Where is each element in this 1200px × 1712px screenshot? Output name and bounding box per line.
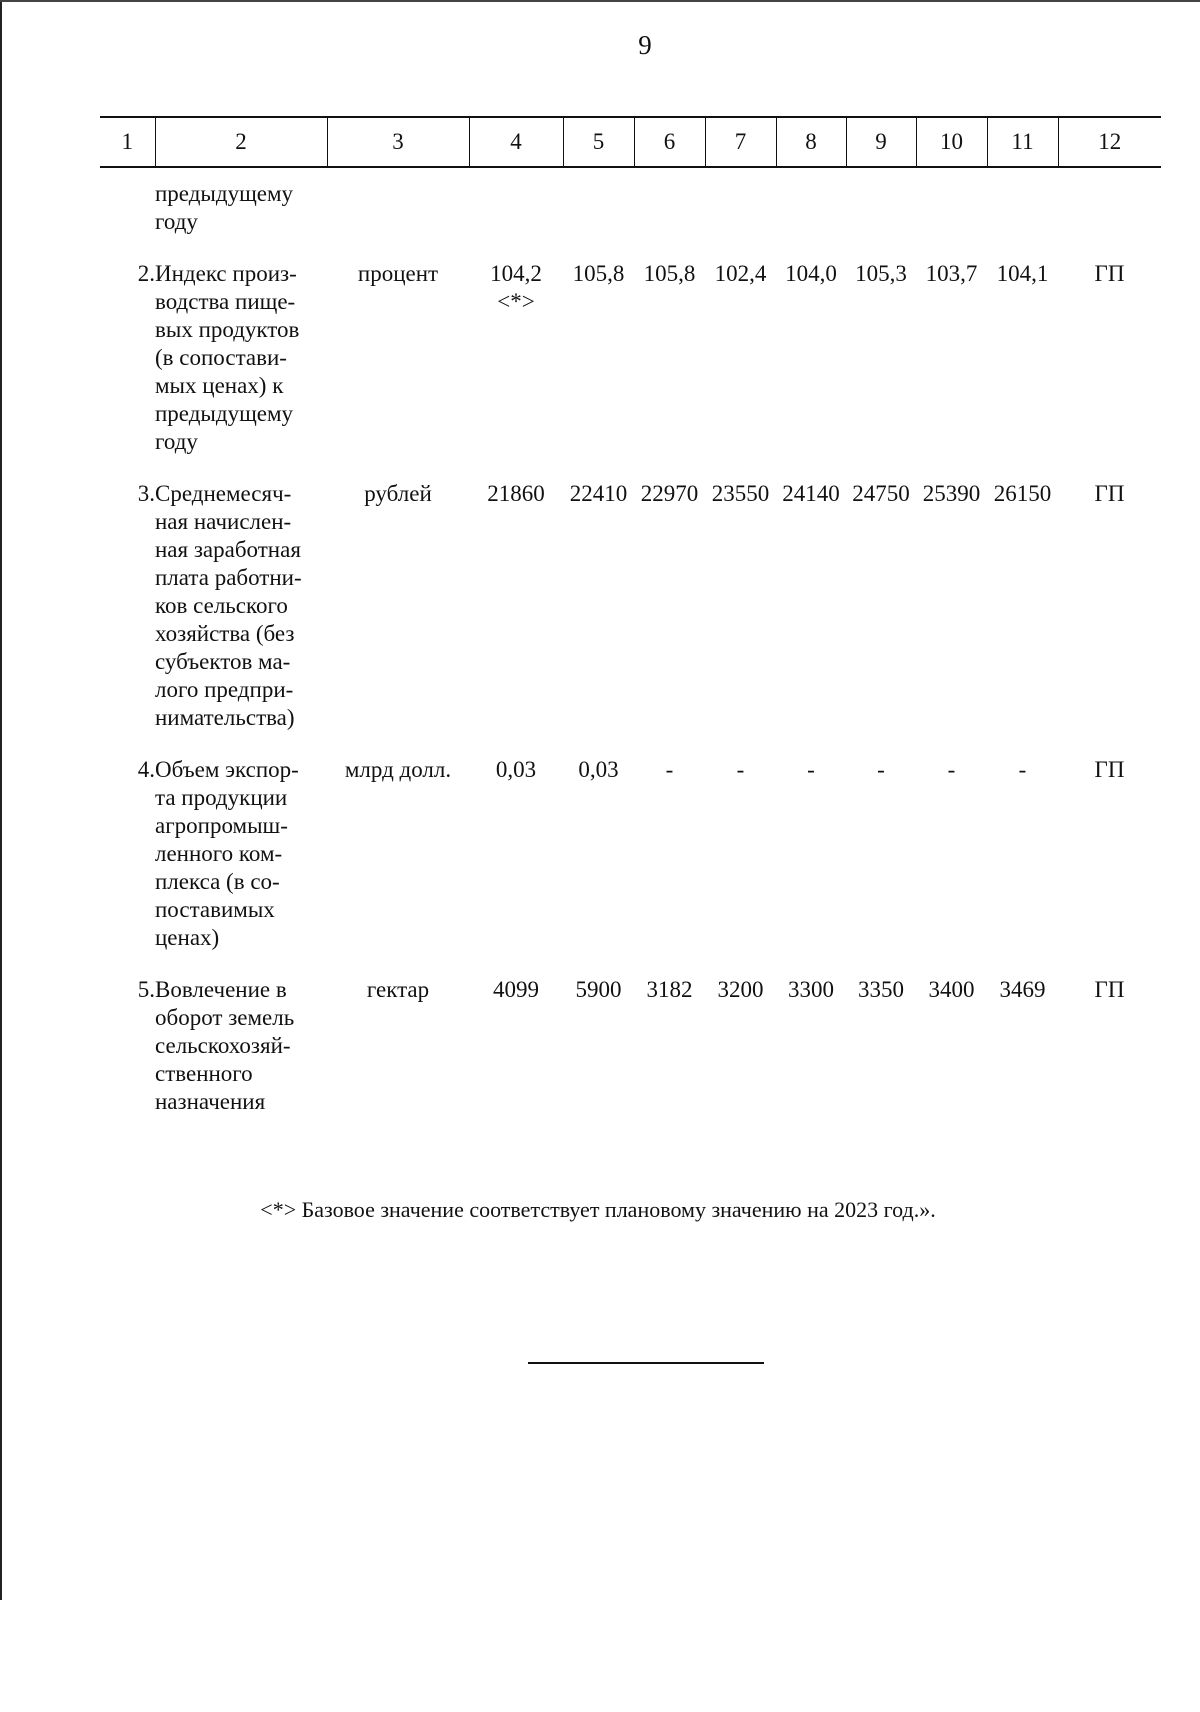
row-number: 5. <box>137 977 155 1002</box>
column-header: 2 <box>155 117 327 167</box>
indicators-table <box>100 116 1161 1116</box>
value-cell: 3300 <box>788 977 834 1002</box>
value-cell: 104,0 <box>785 261 837 286</box>
column-header: 10 <box>916 117 987 167</box>
value-cell: 105,8 <box>572 261 625 286</box>
column-header: 7 <box>705 117 776 167</box>
column-header: 1 <box>100 117 155 167</box>
value-cell: 3350 <box>858 977 904 1002</box>
value-cell: - <box>736 757 745 782</box>
value-cell: - <box>1018 757 1027 782</box>
source-cell: ГП <box>1094 977 1125 1002</box>
value-cell: 5900 <box>575 977 622 1002</box>
page-edge-top <box>0 0 1200 2</box>
value-cell: 4099 <box>493 977 539 1002</box>
value-cell: - <box>807 757 815 782</box>
end-rule <box>528 1362 764 1364</box>
table-row <box>100 756 1161 952</box>
value-cell: 25390 <box>922 481 981 506</box>
value-cell: 105,8 <box>643 261 696 286</box>
indicator-name-continuation: предыдущему году <box>155 181 294 234</box>
column-header: 5 <box>563 117 634 167</box>
table-row <box>100 260 1161 456</box>
table-row <box>100 976 1161 1116</box>
value-cell: 21860 <box>487 481 545 506</box>
column-header: 9 <box>846 117 916 167</box>
source-cell: ГП <box>1094 481 1125 506</box>
value-cell: 0,03 <box>578 757 619 782</box>
value-cell: - <box>665 757 674 782</box>
value-cell: 23550 <box>711 481 770 506</box>
value-cell: 0,03 <box>495 757 537 782</box>
column-header: 3 <box>327 117 469 167</box>
value-cell: 24750 <box>852 481 910 506</box>
unit: процент <box>357 261 439 286</box>
value-cell: 102,4 <box>714 261 767 286</box>
column-header: 11 <box>987 117 1058 167</box>
value-cell: 3200 <box>717 977 764 1002</box>
value-cell: 3400 <box>928 977 975 1002</box>
page-number: 9 <box>638 30 652 60</box>
unit: рублей <box>364 481 432 506</box>
column-header: 4 <box>469 117 563 167</box>
value-cell: 26150 <box>993 481 1052 506</box>
indicator-name: Объем экспор- та продукции агропромыш- ленного ком- плекса (в со- поставимых ценах) <box>155 757 299 950</box>
value-cell: 24140 <box>782 481 840 506</box>
value-cell: 3469 <box>999 977 1046 1002</box>
value-cell: 104,1 <box>996 261 1049 286</box>
unit: гектар <box>366 977 430 1002</box>
value-cell: 103,7 <box>925 261 978 286</box>
indicator-name: Вовлечение в оборот земель сельскохозяй- ственного назначения <box>155 977 295 1114</box>
value-cell: 104,2 <*> <box>490 261 542 314</box>
footnote: <*> Базовое значение соответствует плановому значению на 2023 год.». <box>260 1197 936 1222</box>
table-row <box>100 480 1161 732</box>
value-cell: - <box>947 757 956 782</box>
column-header: 8 <box>776 117 846 167</box>
value-cell: 22410 <box>569 481 628 506</box>
column-header: 6 <box>634 117 705 167</box>
table-header-row <box>100 117 1161 167</box>
indicator-name: Среднемесяч- ная начислен- ная заработная плата работни- ков сельского хозяйства (без субъектов ма- лого предпри- нимательства) <box>155 481 302 730</box>
row-number: 2. <box>137 261 155 286</box>
column-header: 12 <box>1058 117 1161 167</box>
source-cell: ГП <box>1094 261 1125 286</box>
table-row-continuation <box>100 167 1161 236</box>
row-number: 4. <box>137 757 155 782</box>
value-cell: 22970 <box>640 481 699 506</box>
value-cell: 3182 <box>646 977 693 1002</box>
value-cell: 105,3 <box>855 261 907 286</box>
row-number: 3. <box>137 481 155 506</box>
unit: млрд долл. <box>344 757 452 782</box>
page-edge <box>0 0 2 1600</box>
source-cell: ГП <box>1094 757 1125 782</box>
value-cell: - <box>877 757 885 782</box>
indicator-name: Индекс произ- водства пище- вых продуктов (в сопостави- мых ценах) к предыдущему году <box>155 261 300 454</box>
